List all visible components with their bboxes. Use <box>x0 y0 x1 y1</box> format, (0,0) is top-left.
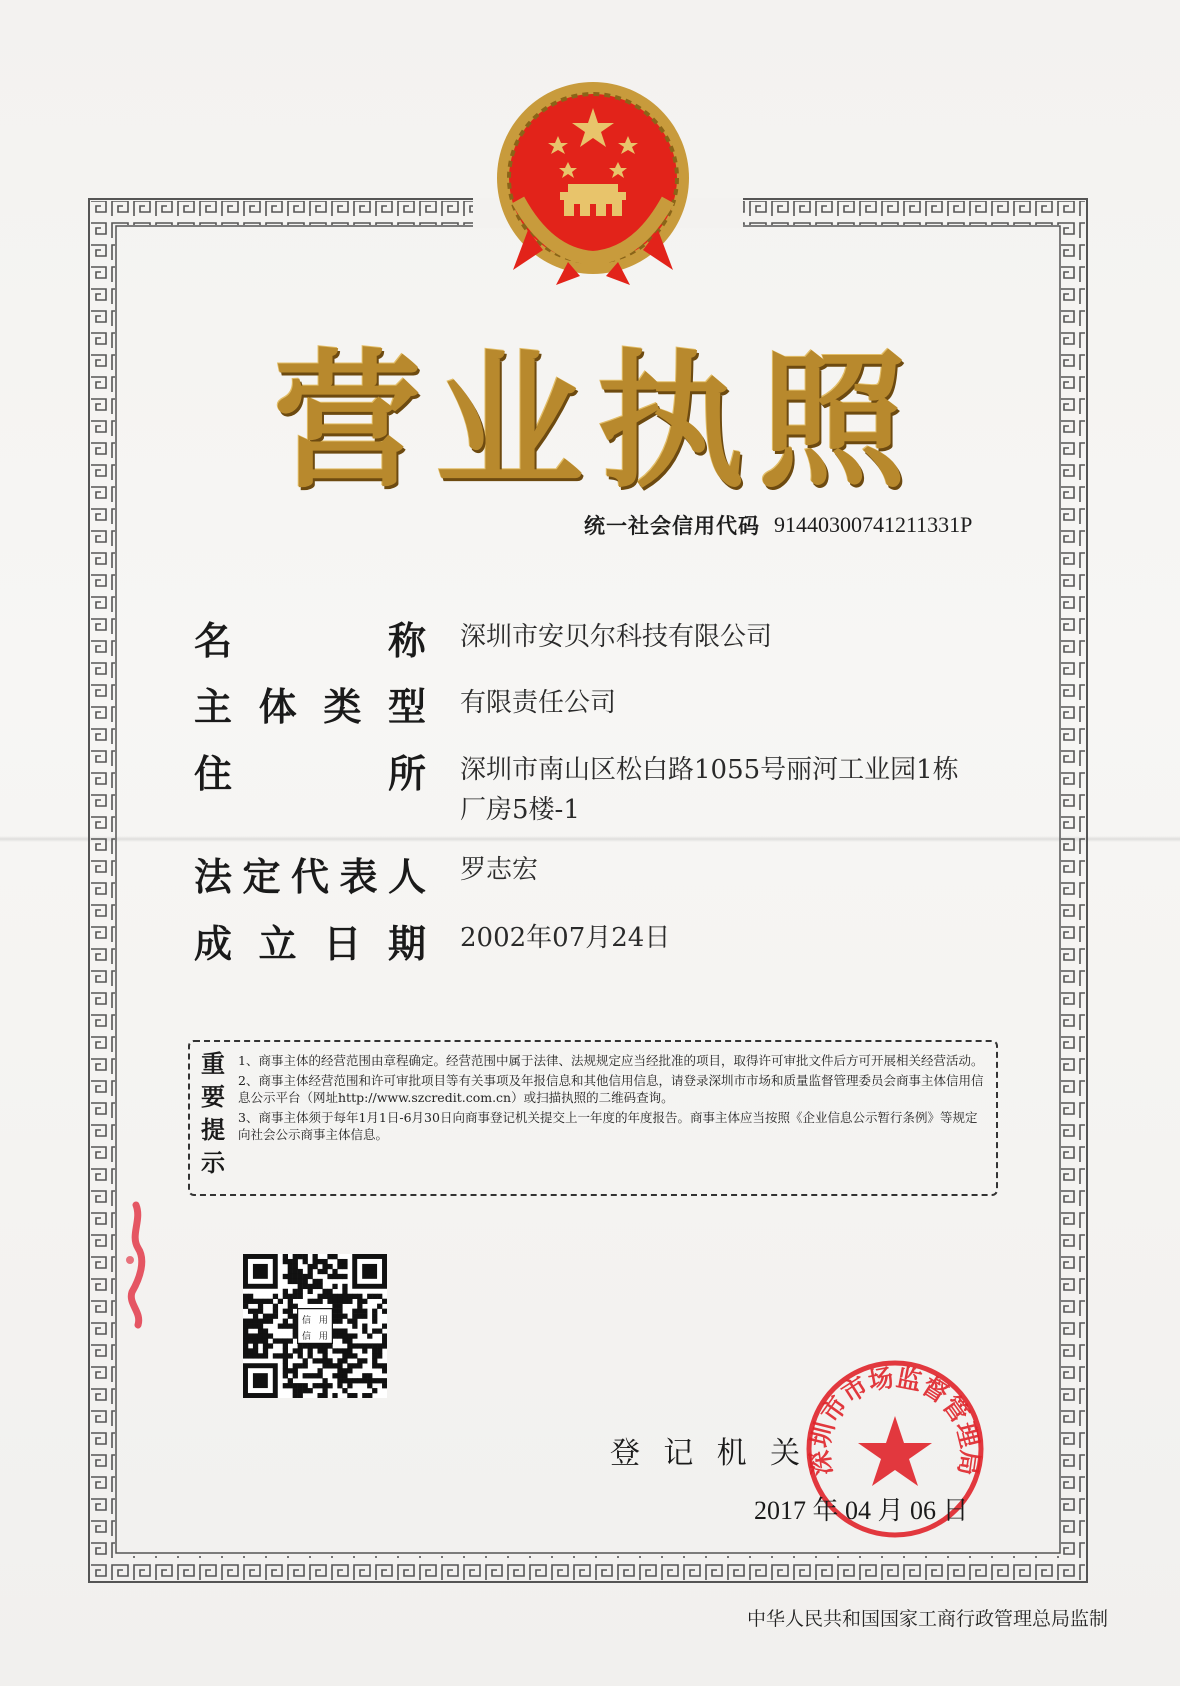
label-char: 期 <box>387 921 426 966</box>
title-char: 照 <box>758 336 907 508</box>
notice-text <box>238 1052 986 1146</box>
label-char: 记 <box>663 1436 694 1471</box>
name-value: 深圳市安贝尔科技有限公司 <box>460 622 773 652</box>
registration-date: 2017 年 04 月 06 日 <box>754 1496 969 1525</box>
important-notice <box>188 1040 998 1196</box>
label-char: 定 <box>242 854 281 899</box>
address-label <box>194 745 426 795</box>
notice-item: 3、商事主体须于每年1月1日-6月30日向商事登记机关提交上一年度的年度报告。商事主体应当按照《企业信息公示暂行条例》等规定向社会公示商事主体信息。 <box>238 1109 978 1142</box>
uscc-label: 统一社会信用代码 <box>584 514 760 538</box>
label-char: 表 <box>339 854 378 899</box>
label-char: 主 <box>194 684 233 729</box>
title-char: 执 <box>596 336 745 508</box>
address-value <box>460 750 1020 830</box>
notice-title-char: 要 <box>201 1083 225 1111</box>
notice-item: 2、商事主体经营范围和许可审批项目等有关事项及年报信息和其他信用信息，请登录深圳市市场和质量监督管理委员会商事主体信用信息公示平台（网址http://www.szcredit.com.cn）或扫描执照的二维码查询。 <box>238 1072 984 1105</box>
qr-center-char: 信 <box>302 1316 312 1327</box>
notice-item: 1、商事主体的经营范围由章程确定。经营范围中属于法律、法规规定应当经批准的项目，取得许可审批文件后方可开展相关经营活动。 <box>238 1053 984 1068</box>
footer-supervision: 中华人民共和国国家工商行政管理总局监制 <box>746 1608 1108 1630</box>
uscc-line <box>584 508 1054 542</box>
type-value: 有限责任公司 <box>460 688 617 718</box>
notice-title-char: 示 <box>201 1149 225 1177</box>
label-char: 类 <box>323 684 362 729</box>
label-char: 人 <box>387 854 426 899</box>
label-char: 机 <box>716 1436 747 1471</box>
registration-authority-label <box>610 1430 800 1470</box>
qr-center-char: 用 <box>318 1331 328 1342</box>
established-value: 2002年07月24日 <box>460 923 671 953</box>
legal-rep-label <box>194 848 426 898</box>
qr-code[interactable] <box>243 1254 387 1398</box>
notice-title-char: 提 <box>201 1116 225 1144</box>
uscc-value: 91440300741211331P <box>774 512 973 537</box>
title-char: 业 <box>435 336 584 508</box>
legal-rep-value: 罗志宏 <box>460 855 539 885</box>
qr-center-char: 用 <box>318 1316 328 1327</box>
address-line-1: 深圳市南山区松白路1055号丽河工业园1栋 <box>460 755 959 785</box>
seal-text: 深圳市市场监督管理局 <box>805 1362 985 1478</box>
label-char: 代 <box>290 854 329 899</box>
national-emblem <box>488 80 698 290</box>
label-char: 住 <box>194 751 233 796</box>
type-label <box>194 678 426 728</box>
notice-title-char: 重 <box>201 1050 225 1078</box>
label-char: 体 <box>258 684 297 729</box>
address-line-2: 厂房5楼-1 <box>460 795 580 825</box>
label-char: 型 <box>387 684 426 729</box>
label-char: 成 <box>194 921 233 966</box>
label-char: 日 <box>323 921 362 966</box>
label-char: 登 <box>610 1436 640 1471</box>
document-title <box>270 330 910 508</box>
label-char: 关 <box>769 1436 800 1471</box>
notice-title <box>196 1048 230 1180</box>
label-char: 法 <box>194 854 233 899</box>
label-char: 立 <box>258 921 297 966</box>
title-char: 营 <box>273 336 422 508</box>
label-char: 称 <box>387 618 426 663</box>
label-char: 所 <box>387 751 426 796</box>
established-label <box>194 915 426 965</box>
qr-center-char: 信 <box>302 1331 312 1342</box>
name-label <box>194 612 426 662</box>
label-char: 名 <box>194 618 233 663</box>
